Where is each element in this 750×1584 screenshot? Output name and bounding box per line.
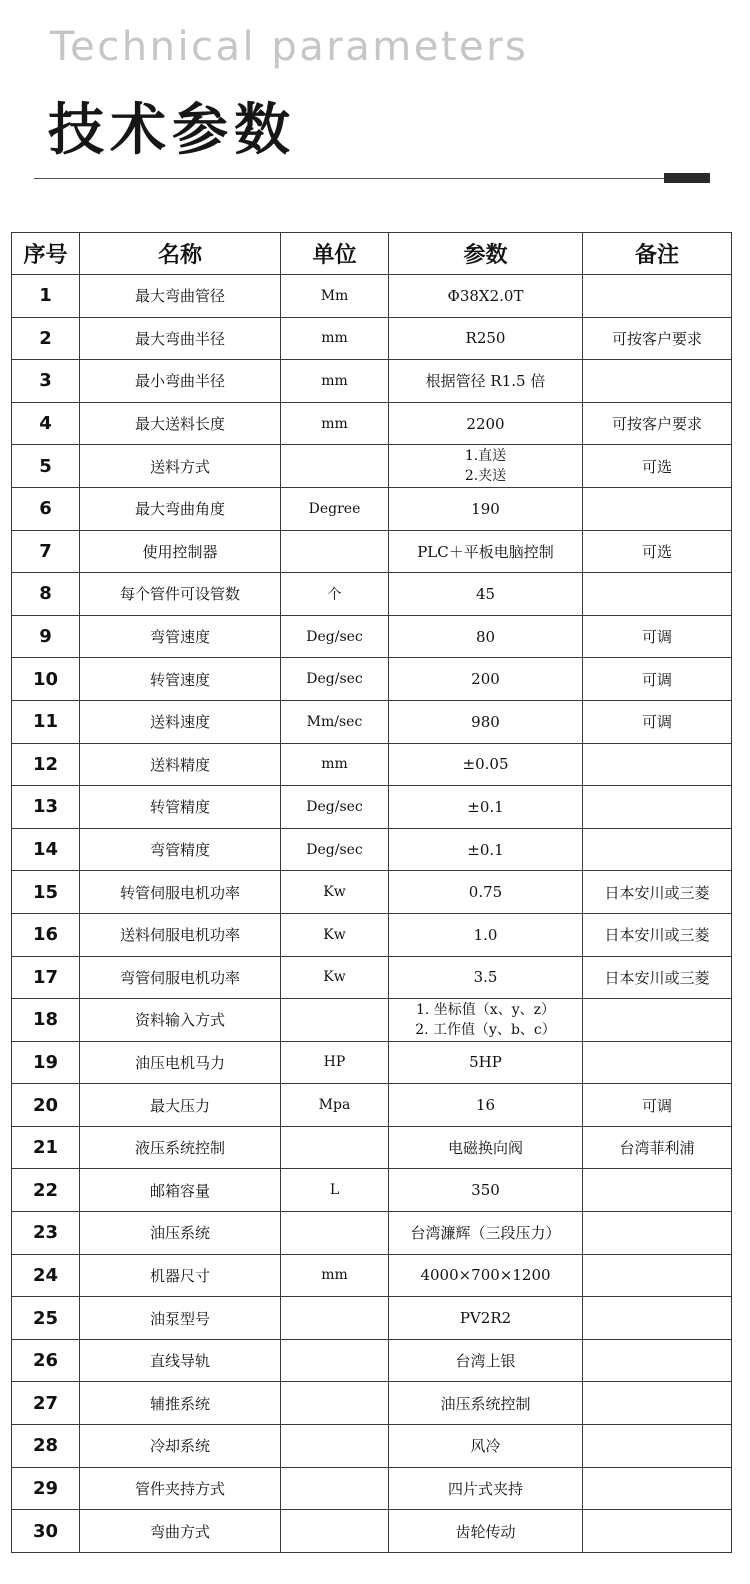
param-line: 1. 坐标值（x、y、z）: [416, 1001, 555, 1018]
row-number-cell: 8: [12, 573, 80, 616]
row-param-cell: Φ38X2.0T: [389, 275, 583, 318]
row-unit-cell: Mm: [281, 275, 389, 318]
row-unit-cell: Kw: [281, 913, 389, 956]
param-line: 1.直送: [464, 448, 507, 465]
row-param-cell: 油压系统控制: [389, 1382, 583, 1425]
row-remark-cell: 可调: [583, 700, 732, 743]
row-remark-cell: 可调: [583, 615, 732, 658]
row-unit-cell: mm: [281, 317, 389, 360]
column-header-param: 参数: [389, 233, 583, 275]
row-name-cell: 直线导轨: [80, 1339, 281, 1382]
row-remark-cell: [583, 275, 732, 318]
row-remark-cell: [583, 573, 732, 616]
row-param-cell: R250: [389, 317, 583, 360]
row-unit-cell: [281, 1510, 389, 1553]
row-unit-cell: Deg/sec: [281, 615, 389, 658]
row-unit-cell: [281, 1126, 389, 1169]
row-number-cell: 17: [12, 956, 80, 999]
row-unit-cell: [281, 1212, 389, 1255]
row-unit-cell: [281, 1425, 389, 1468]
row-remark-cell: [583, 1041, 732, 1084]
row-number-cell: 26: [12, 1339, 80, 1382]
row-number-cell: 23: [12, 1212, 80, 1255]
table-row: [12, 1339, 732, 1382]
row-remark-cell: 日本安川或三菱: [583, 913, 732, 956]
row-param-cell: ±0.1: [389, 786, 583, 829]
table-row: [12, 1169, 732, 1212]
row-remark-cell: [583, 1339, 732, 1382]
row-number-cell: 21: [12, 1126, 80, 1169]
parameters-table: [11, 232, 732, 1553]
row-unit-cell: mm: [281, 743, 389, 786]
row-number-cell: 10: [12, 658, 80, 701]
row-remark-cell: 可按客户要求: [583, 402, 732, 445]
row-unit-cell: Deg/sec: [281, 658, 389, 701]
row-name-cell: 机器尺寸: [80, 1254, 281, 1297]
row-name-cell: 冷却系统: [80, 1425, 281, 1468]
row-param-cell: 2200: [389, 402, 583, 445]
row-number-cell: 13: [12, 786, 80, 829]
table-row: [12, 913, 732, 956]
page-title-en: Technical parameters: [50, 24, 529, 70]
table-body: [12, 275, 732, 1553]
row-unit-cell: [281, 1467, 389, 1510]
row-name-cell: 弯曲方式: [80, 1510, 281, 1553]
row-remark-cell: [583, 828, 732, 871]
row-name-cell: 送料精度: [80, 743, 281, 786]
table-row: [12, 871, 732, 914]
row-name-cell: 弯管速度: [80, 615, 281, 658]
column-header-unit: 单位: [281, 233, 389, 275]
row-remark-cell: [583, 1425, 732, 1468]
row-number-cell: 22: [12, 1169, 80, 1212]
row-param-cell: 16: [389, 1084, 583, 1127]
row-remark-cell: [583, 1212, 732, 1255]
row-param-cell: 200: [389, 658, 583, 701]
table-row: [12, 615, 732, 658]
row-param-cell: 1.0: [389, 913, 583, 956]
row-name-cell: 最小弯曲半径: [80, 360, 281, 403]
row-param-cell: 3.5: [389, 956, 583, 999]
row-unit-cell: Kw: [281, 956, 389, 999]
table-row: [12, 1126, 732, 1169]
row-number-cell: 9: [12, 615, 80, 658]
row-number-cell: 3: [12, 360, 80, 403]
table-row: [12, 445, 732, 488]
row-remark-cell: [583, 360, 732, 403]
table-row: [12, 700, 732, 743]
row-param-cell: 台湾濂辉（三段压力）: [389, 1212, 583, 1255]
row-name-cell: 油压电机马力: [80, 1041, 281, 1084]
row-name-cell: 液压系统控制: [80, 1126, 281, 1169]
row-number-cell: 16: [12, 913, 80, 956]
row-unit-cell: [281, 445, 389, 488]
row-remark-cell: [583, 786, 732, 829]
row-unit-cell: [281, 1382, 389, 1425]
row-number-cell: 20: [12, 1084, 80, 1127]
row-param-cell: [389, 445, 583, 488]
row-remark-cell: [583, 487, 732, 530]
row-number-cell: 24: [12, 1254, 80, 1297]
column-header-name: 名称: [80, 233, 281, 275]
row-param-cell: ±0.1: [389, 828, 583, 871]
row-name-cell: 最大送料长度: [80, 402, 281, 445]
column-header-no: 序号: [12, 233, 80, 275]
row-unit-cell: Mm/sec: [281, 700, 389, 743]
row-number-cell: 14: [12, 828, 80, 871]
row-number-cell: 12: [12, 743, 80, 786]
table-row: [12, 743, 732, 786]
row-param-cell: PV2R2: [389, 1297, 583, 1340]
row-remark-cell: [583, 1510, 732, 1553]
row-name-cell: 油泵型号: [80, 1297, 281, 1340]
row-param-cell: ±0.05: [389, 743, 583, 786]
row-name-cell: 每个管件可设管数: [80, 573, 281, 616]
table-row: [12, 1041, 732, 1084]
row-unit-cell: L: [281, 1169, 389, 1212]
row-param-cell: 齿轮传动: [389, 1510, 583, 1553]
row-unit-cell: Degree: [281, 487, 389, 530]
row-param-cell: 980: [389, 700, 583, 743]
table-row: [12, 1425, 732, 1468]
row-param-cell: 0.75: [389, 871, 583, 914]
table-row: [12, 786, 732, 829]
row-param-cell: 台湾上银: [389, 1339, 583, 1382]
row-remark-cell: [583, 743, 732, 786]
row-name-cell: 油压系统: [80, 1212, 281, 1255]
row-number-cell: 15: [12, 871, 80, 914]
row-number-cell: 7: [12, 530, 80, 573]
row-remark-cell: 可选: [583, 445, 732, 488]
table-row: [12, 1510, 732, 1553]
row-name-cell: 辅推系统: [80, 1382, 281, 1425]
row-number-cell: 5: [12, 445, 80, 488]
row-remark-cell: [583, 1169, 732, 1212]
row-unit-cell: Mpa: [281, 1084, 389, 1127]
table-row: [12, 275, 732, 318]
row-name-cell: 转管速度: [80, 658, 281, 701]
row-param-cell: 80: [389, 615, 583, 658]
table-row: [12, 1084, 732, 1127]
row-remark-cell: 日本安川或三菱: [583, 956, 732, 999]
row-unit-cell: [281, 1339, 389, 1382]
row-remark-cell: 可选: [583, 530, 732, 573]
table-row: [12, 573, 732, 616]
table-row: [12, 658, 732, 701]
table-row: [12, 1212, 732, 1255]
row-remark-cell: 可调: [583, 1084, 732, 1127]
row-param-cell: 190: [389, 487, 583, 530]
row-number-cell: 27: [12, 1382, 80, 1425]
table-row: [12, 1254, 732, 1297]
row-number-cell: 25: [12, 1297, 80, 1340]
row-name-cell: 弯管精度: [80, 828, 281, 871]
row-param-cell: 350: [389, 1169, 583, 1212]
table-row: [12, 317, 732, 360]
row-unit-cell: mm: [281, 360, 389, 403]
table-row: [12, 360, 732, 403]
header-divider: [34, 178, 710, 179]
row-unit-cell: 个: [281, 573, 389, 616]
row-param-cell: 5HP: [389, 1041, 583, 1084]
row-number-cell: 11: [12, 700, 80, 743]
row-unit-cell: Kw: [281, 871, 389, 914]
table-row: [12, 956, 732, 999]
table-row: [12, 1297, 732, 1340]
row-unit-cell: Deg/sec: [281, 828, 389, 871]
row-param-cell: 风冷: [389, 1425, 583, 1468]
row-remark-cell: [583, 1254, 732, 1297]
table-row: [12, 402, 732, 445]
row-name-cell: 资料输入方式: [80, 999, 281, 1042]
row-remark-cell: 台湾菲利浦: [583, 1126, 732, 1169]
row-name-cell: 邮箱容量: [80, 1169, 281, 1212]
row-name-cell: 最大压力: [80, 1084, 281, 1127]
row-number-cell: 6: [12, 487, 80, 530]
row-unit-cell: [281, 1297, 389, 1340]
row-param-cell: PLC＋平板电脑控制: [389, 530, 583, 573]
table-row: [12, 487, 732, 530]
header-divider-accent: [664, 173, 710, 183]
row-number-cell: 28: [12, 1425, 80, 1468]
row-number-cell: 4: [12, 402, 80, 445]
row-name-cell: 管件夹持方式: [80, 1467, 281, 1510]
param-line: 2.夹送: [464, 468, 507, 485]
row-name-cell: 弯管伺服电机功率: [80, 956, 281, 999]
table-header-row: [12, 233, 732, 275]
row-name-cell: 最大弯曲管径: [80, 275, 281, 318]
row-name-cell: 转管伺服电机功率: [80, 871, 281, 914]
row-remark-cell: [583, 1297, 732, 1340]
row-name-cell: 送料伺服电机功率: [80, 913, 281, 956]
row-number-cell: 19: [12, 1041, 80, 1084]
row-number-cell: 29: [12, 1467, 80, 1510]
table-row: [12, 999, 732, 1042]
row-remark-cell: [583, 999, 732, 1042]
table-row: [12, 1467, 732, 1510]
row-remark-cell: 日本安川或三菱: [583, 871, 732, 914]
row-name-cell: 最大弯曲角度: [80, 487, 281, 530]
column-header-remark: 备注: [583, 233, 732, 275]
row-param-cell: 45: [389, 573, 583, 616]
row-name-cell: 使用控制器: [80, 530, 281, 573]
row-param-cell: [389, 999, 583, 1042]
row-number-cell: 18: [12, 999, 80, 1042]
row-param-cell: 根据管径 R1.5 倍: [389, 360, 583, 403]
row-number-cell: 2: [12, 317, 80, 360]
row-name-cell: 最大弯曲半径: [80, 317, 281, 360]
page-title-cn: 技术参数: [48, 98, 296, 163]
row-name-cell: 送料速度: [80, 700, 281, 743]
row-name-cell: 送料方式: [80, 445, 281, 488]
table-row: [12, 530, 732, 573]
row-number-cell: 1: [12, 275, 80, 318]
row-unit-cell: mm: [281, 402, 389, 445]
table-row: [12, 1382, 732, 1425]
row-unit-cell: Deg/sec: [281, 786, 389, 829]
row-remark-cell: [583, 1467, 732, 1510]
row-number-cell: 30: [12, 1510, 80, 1553]
row-unit-cell: HP: [281, 1041, 389, 1084]
row-param-cell: 4000×700×1200: [389, 1254, 583, 1297]
param-line: 2. 工作值（y、b、c）: [415, 1021, 556, 1038]
row-param-cell: 电磁换向阀: [389, 1126, 583, 1169]
table-row: [12, 828, 732, 871]
row-remark-cell: 可按客户要求: [583, 317, 732, 360]
row-name-cell: 转管精度: [80, 786, 281, 829]
row-remark-cell: [583, 1382, 732, 1425]
row-unit-cell: [281, 999, 389, 1042]
row-param-cell: 四片式夹持: [389, 1467, 583, 1510]
row-unit-cell: mm: [281, 1254, 389, 1297]
row-remark-cell: 可调: [583, 658, 732, 701]
row-unit-cell: [281, 530, 389, 573]
